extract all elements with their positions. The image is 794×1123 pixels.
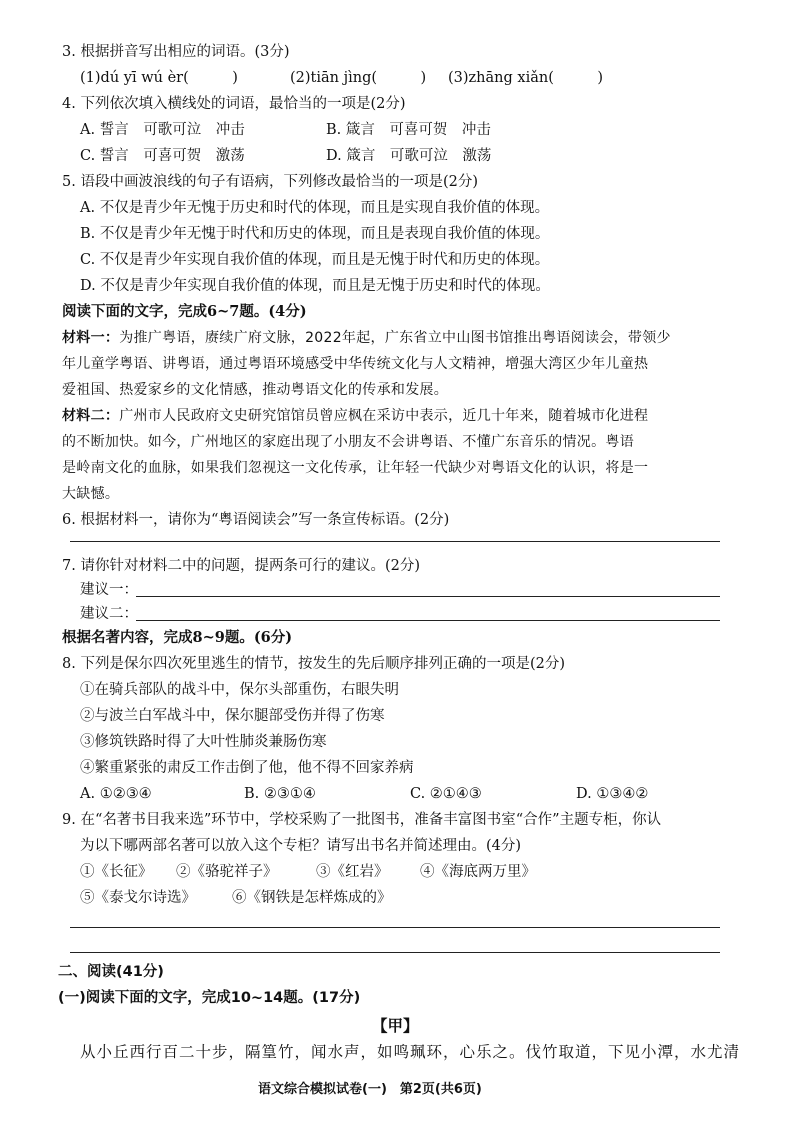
q8-option-c: C. ②①④③ [410,786,482,802]
q8-option-a: A. ①②③④ [80,786,152,802]
page-footer: 语文综合模拟试卷(一) 第2页(共6页) [258,1082,482,1097]
q3-stem: 3. 根据拼音写出相应的词语。(3分) [62,44,290,60]
q3-item-3: (3)zhāng xiǎn( ) [448,70,604,86]
q5-option-d: D. 不仅是青少年实现自我价值的体现，而且是无愧于历史和时代的体现。 [80,278,550,294]
material1-text-1: 为推广粤语，赓续广府文脉，2022年起，广东省立中山图书馆推出粤语阅读会，带领少 [119,330,671,346]
q8-option-d: D. ①③④② [576,786,649,802]
q4-option-c: C. 誓言 可喜可贺 激荡 [80,148,245,164]
material2-line-2: 的不断加快。如今，广州地区的家庭出现了小朋友不会讲粤语、不懂广东音乐的情况。粤语 [62,434,634,450]
q6-stem: 6. 根据材料一，请你为“粤语阅读会”写一条宣传标语。(2分) [62,512,450,528]
text-jia-marker: 【甲】 [372,1016,419,1035]
q7-suggestion-2-label: 建议二： [80,606,138,622]
reading67-heading: 阅读下面的文字，完成6~7题。(4分) [62,303,307,320]
q7-stem: 7. 请你针对材料二中的问题，提两条可行的建议。(2分) [62,558,420,574]
q9-book-4: ④《海底两万里》 [420,864,536,880]
section2-title: 二、阅读(41分) [58,964,164,980]
q4-option-b: B. 箴言 可喜可贺 冲击 [326,122,491,138]
q6-answer-line[interactable] [70,541,720,542]
material2-line-1 [62,406,648,426]
q3-item-1: (1)dú yī wú èr( ) [80,70,238,86]
q5-option-b: B. 不仅是青少年无愧于时代和历史的体现，而且是表现自我价值的体现。 [80,226,550,242]
q8-option-b: B. ②③①④ [244,786,316,802]
material2-label: 材料二： [62,408,120,424]
material1-line-3: 爱祖国、热爱家乡的文化情感，推动粤语文化的传承和发展。 [62,382,449,398]
q9-stem-line-1: 9. 在“名著书目我来选”环节中，学校采购了一批图书，准备丰富图书室“合作”主题专柜，你认 [62,812,662,828]
material1-label: 材料一： [62,330,120,346]
q3-item-2: (2)tiān jìng( ) [290,70,427,86]
q4-option-d: D. 箴言 可歌可泣 激荡 [326,148,492,164]
q7-suggestion-2-line[interactable] [136,620,720,621]
q4-option-a: A. 誓言 可歌可泣 冲击 [80,122,245,138]
material2-line-3: 是岭南文化的血脉，如果我们忽视这一文化传承，让年轻一代缺少对粤语文化的认识，将是一 [62,460,649,476]
q8-event-2: ②与波兰白军战斗中，保尔腿部受伤并得了伤寒 [80,708,385,724]
q9-book-1: ①《长征》 [80,864,153,880]
q8-event-3: ③修筑铁路时得了大叶性肺炎兼肠伤寒 [80,734,327,750]
q5-option-c: C. 不仅是青少年实现自我价值的体现，而且是无愧于时代和历史的体现。 [80,252,550,268]
q9-book-2: ②《骆驼祥子》 [176,864,278,880]
reading89-heading: 根据名著内容，完成8~9题。(6分) [62,629,293,646]
q9-book-6: ⑥《钢铁是怎样炼成的》 [232,890,392,906]
q4-stem: 4. 下列依次填入横线处的词语，最恰当的一项是(2分) [62,96,406,112]
q9-answer-line-2[interactable] [70,952,720,953]
material2-line-4: 大缺憾。 [62,486,120,502]
q5-option-a: A. 不仅是青少年无愧于历史和时代的体现，而且是实现自我价值的体现。 [80,200,550,216]
q8-event-4: ④繁重紧张的肃反工作击倒了他，他不得不回家养病 [80,760,414,776]
q9-book-3: ③《红岩》 [316,864,389,880]
classical-text-line-1: 从小丘西行百二十步，隔篁竹，闻水声，如鸣珮环，心乐之。伐竹取道，下见小潭，水尤清 [80,1043,741,1061]
section2-subheading: (一)阅读下面的文字，完成10~14题。(17分) [58,990,361,1006]
material2-text-1: 广州市人民政府文史研究馆馆员曾应枫在采访中表示，近几十年来，随着城市化进程 [119,408,649,424]
q8-event-1: ①在骑兵部队的战斗中，保尔头部重伤，右眼失明 [80,682,399,698]
q9-answer-line-1[interactable] [70,927,720,928]
q7-suggestion-1-line[interactable] [136,596,720,597]
q9-book-5: ⑤《泰戈尔诗选》 [80,890,196,906]
material1-line-2: 年儿童学粤语、讲粤语，通过粤语环境感受中华传统文化与人文精神，增强大湾区少年儿童热 [62,356,649,372]
q5-stem: 5. 语段中画波浪线的句子有语病，下列修改最恰当的一项是(2分) [62,174,478,190]
q9-stem-line-2: 为以下哪两部名著可以放入这个专柜？请写出书名并简述理由。(4分) [80,838,522,854]
q8-stem: 8. 下列是保尔四次死里逃生的情节，按发生的先后顺序排列正确的一项是(2分) [62,656,565,672]
q7-suggestion-1-label: 建议一： [80,582,138,598]
material1-line-1 [62,328,671,348]
